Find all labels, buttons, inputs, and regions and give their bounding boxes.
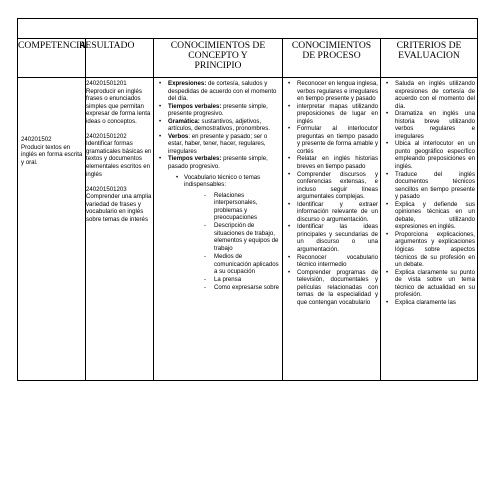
criterio-item: • Proporciona explicaciones, argumentos y explicaciones lógicas sobre aspectos técnicos de su profesión en un debate. xyxy=(381,231,475,269)
criterio-item: • Saluda en inglés utilizando expresiones de cortesía de acuerdo con el momento del día. xyxy=(381,80,475,110)
concepto-term: Verbos xyxy=(168,132,189,140)
concepto-term: Tiempos verbales: xyxy=(168,155,222,163)
concepto-term: Tiempos verbales: xyxy=(168,102,222,110)
competencia-cell xyxy=(18,78,86,380)
concepto-text: presente simple, presente progresivo. xyxy=(168,102,268,118)
table-header-row xyxy=(18,39,477,78)
header-conceptos: CONOCIMIENTOS DE CONCEPTO Y PRINCIPIO xyxy=(154,39,283,77)
criterio-item: • Explica claramente las xyxy=(381,299,475,307)
resultado-cell xyxy=(86,78,154,380)
header-resultado: RESULTADO xyxy=(86,39,154,77)
resultado-code: 240201501202 xyxy=(86,132,127,140)
competencia-text: Producir textos en inglés en forma escrita y oral. xyxy=(21,143,83,166)
vocabulario-list xyxy=(176,192,280,292)
curriculum-table xyxy=(17,18,478,381)
proceso-item: • Comprender discursos y conferencias extensas, e incluso seguir líneas argumentales complejas. xyxy=(283,171,378,201)
concepto-text: presente simple, pasado progresivo. xyxy=(168,155,268,171)
criterio-item: • Explica y defiende sus opiniones técnicas en un debate, utilizando expresiones en inglés. xyxy=(381,201,475,231)
competencia-code: 240201502 xyxy=(21,136,52,143)
criterios-cell xyxy=(381,78,477,380)
proceso-item: • Reconocer en lengua inglesa, verbos regulares e irregulares en tiempo presente y pasado xyxy=(283,80,378,103)
concepto-term: Gramática: xyxy=(168,117,200,125)
resultado-text: Reproducir en inglés frases o enunciados simples que permitan expresar de forma lenta ideas o conceptos. xyxy=(86,87,151,125)
proceso-item: • Formular al interlocutor preguntas en tiempo pasado y presente de forma amable y cortés xyxy=(283,125,378,155)
criterio-item: • Traduce del inglés documentos técnicos sencillos en tiempo presente y pasado xyxy=(381,171,475,201)
proceso-item: • Relatar en inglés historias breves en tiempo pasado xyxy=(283,155,378,170)
concepto-text: de cortesía, saludos y despedidas de acuerdo con el momento del día. xyxy=(168,80,277,103)
vocabulario-title: • Vocabulario técnico o temas indispensables: xyxy=(176,174,280,189)
proceso-list xyxy=(283,80,378,306)
criterio-item: • Dramatiza en inglés una historia breve utilizando verbos regulares e irregulares xyxy=(381,110,475,140)
concepto-term: Expresiones: xyxy=(168,80,207,87)
proceso-cell xyxy=(283,78,381,380)
header-proceso: CONOCIMIENTOS DE PROCESO xyxy=(283,39,381,77)
resultado-text: Identificar formas gramaticales básicas en textos y documentos elementales escritos en inglés xyxy=(86,140,152,178)
vocabulario-item: - Relaciones interpersonales, problemas y preocupaciones xyxy=(204,192,280,222)
concepto-item xyxy=(154,103,280,118)
header-criterios: CRITERIOS DE EVALUACION xyxy=(396,40,462,61)
vocabulario-item: - Descripción de situaciones de trabajo, elementos y equipos de trabajo xyxy=(204,222,280,252)
concepto-text: sustantivos, adjetivos, artículos, demostrativos, pronombres. xyxy=(168,117,270,133)
table-top-strip xyxy=(18,19,477,39)
conceptos-list xyxy=(154,80,280,171)
table-body-row xyxy=(18,78,477,380)
criterios-list xyxy=(381,80,475,306)
proceso-item: • Identificar y extraer información relevante de un discurso o argumentación. xyxy=(283,201,378,224)
resultado-item xyxy=(86,80,153,125)
vocabulario-section xyxy=(154,174,280,292)
concepto-item xyxy=(154,155,280,170)
proceso-item: • Comprender programas de televisión, documentales y películas relacionadas con temas de la especialidad y que contengan vocabulario xyxy=(283,269,378,307)
criterio-item: • Ubica al interlocutor en un punto geográfico específico empleando preposiciones en inglés. xyxy=(381,140,475,170)
proceso-item: • Reconocer vocabulario técnico intermedio xyxy=(283,254,378,269)
proceso-item: • Identificar las ideas principales y secundarias de un discurso o una argumentación. xyxy=(283,223,378,253)
proceso-item: • interpretar mapas utilizando preposiciones de lugar en inglés xyxy=(283,103,378,126)
vocabulario-item: - Como expresarse sobre xyxy=(204,284,280,292)
resultado-item xyxy=(86,133,153,178)
vocabulario-item: - Medios de comunicación aplicados a su ocupación xyxy=(204,253,280,276)
concepto-item xyxy=(154,80,280,103)
resultado-code: 240201501201 xyxy=(86,80,127,87)
vocabulario-item: - La prensa xyxy=(204,276,280,284)
conceptos-cell xyxy=(154,78,283,380)
header-competencia: COMPETENCIA xyxy=(18,39,86,77)
resultado-text: Comprender una amplia variedad de frases y vocabulario en inglés sobre temas de interés xyxy=(86,193,152,223)
concepto-item xyxy=(154,118,280,133)
resultado-code: 240201501203 xyxy=(86,185,127,193)
concepto-text: : en presente y pasado; ser o estar, haber, tener, hacer, regulares, irregulares xyxy=(168,132,268,155)
resultado-item xyxy=(86,186,153,224)
concepto-item xyxy=(154,133,280,156)
criterio-item: • Explica claramente su punto de vista sobre un tema técnico de actualidad en su profesión. xyxy=(381,269,475,299)
